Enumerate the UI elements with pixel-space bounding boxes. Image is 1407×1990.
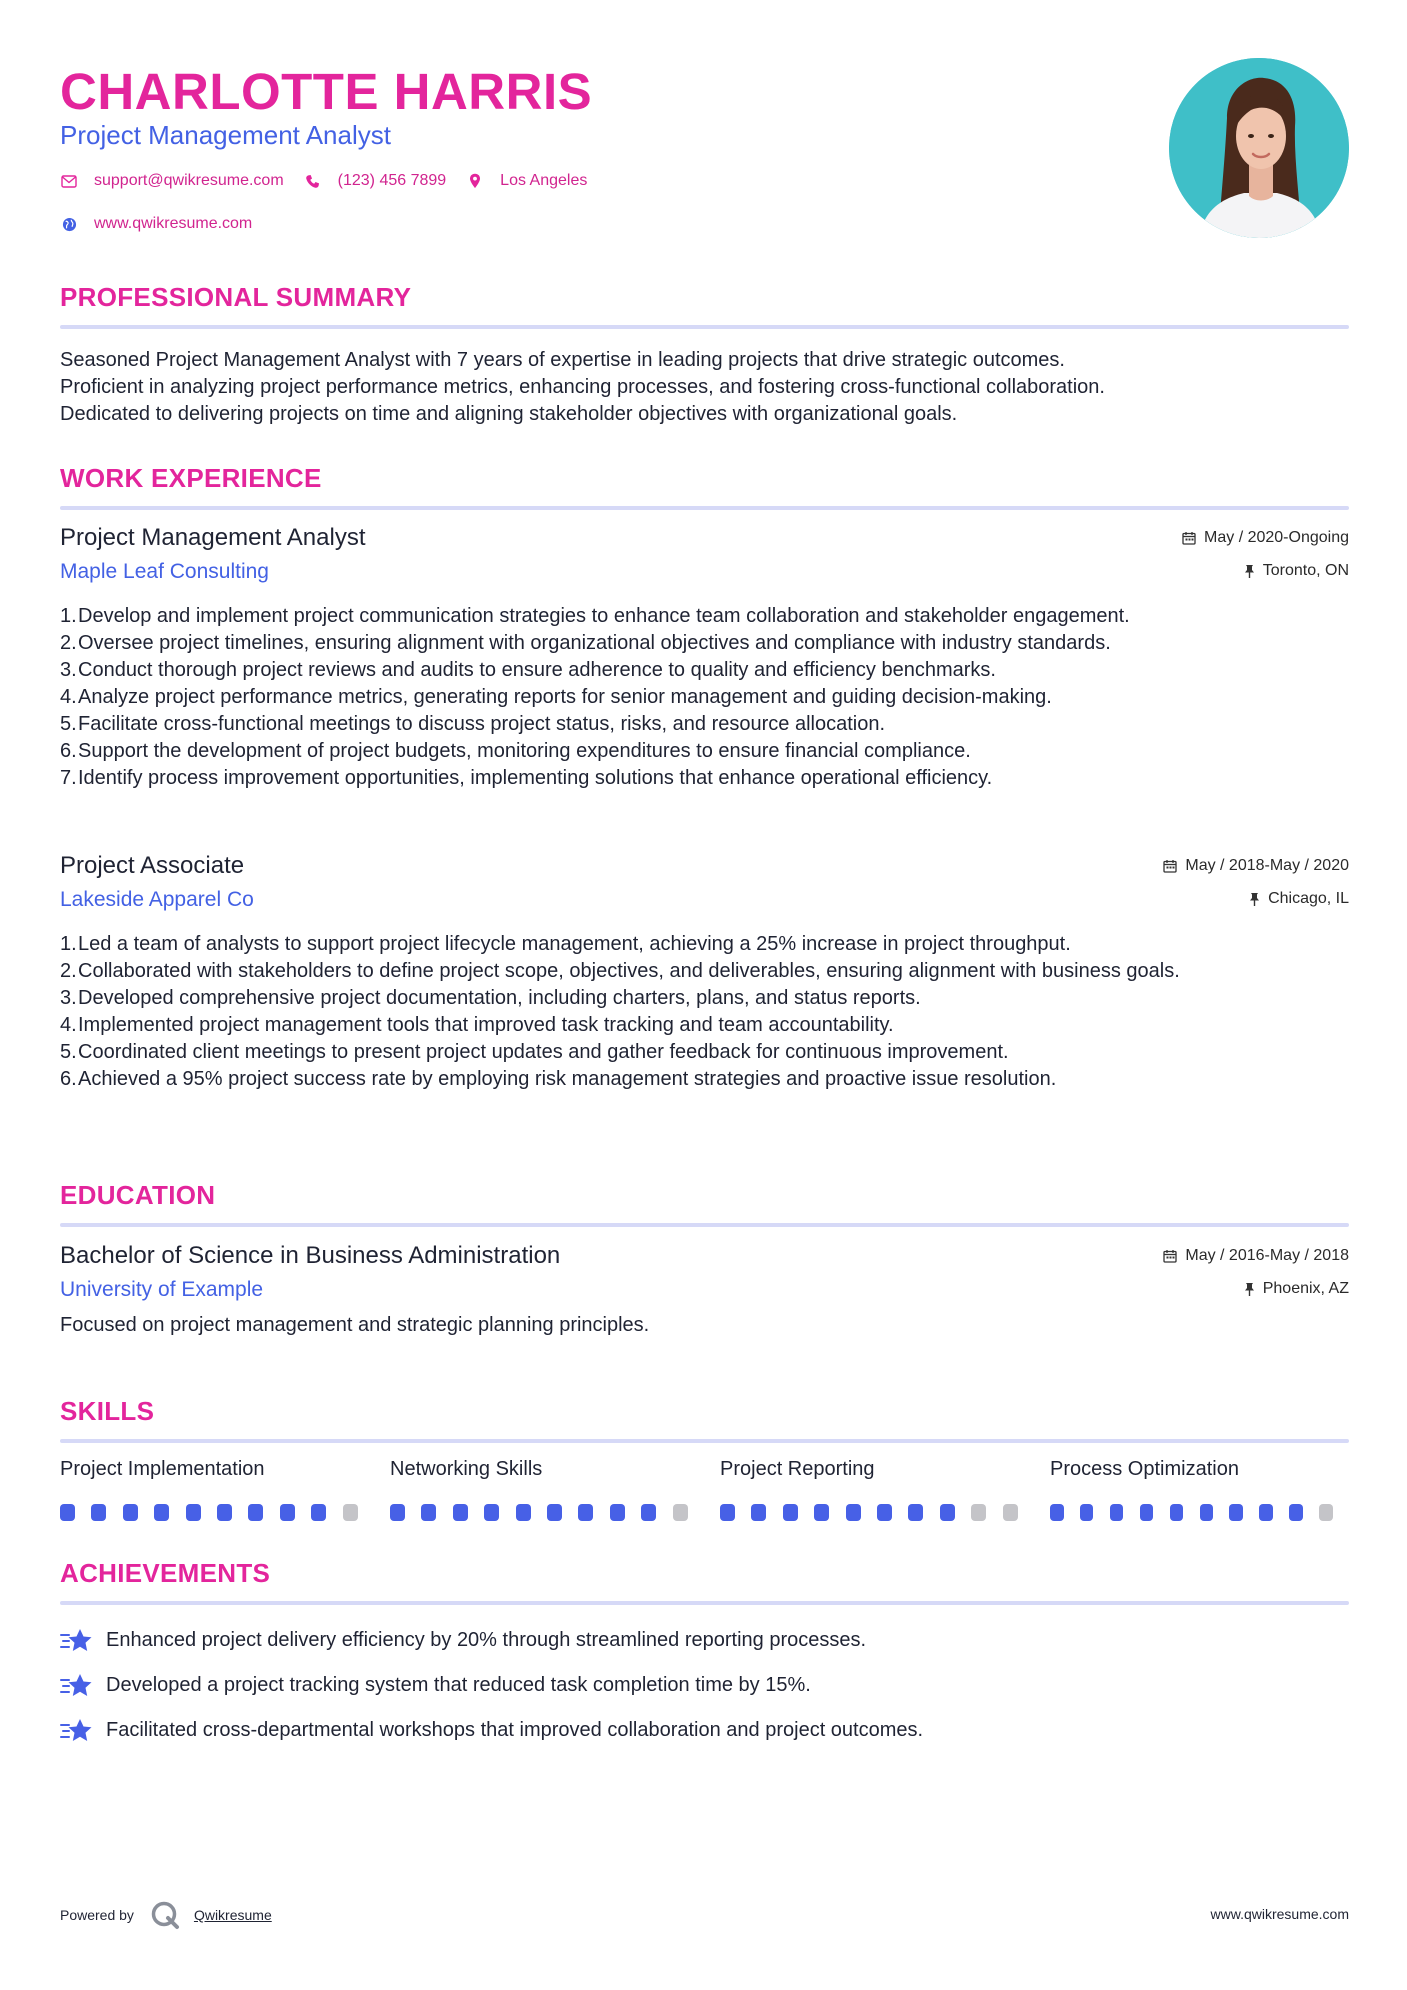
skill-dot-filled	[154, 1504, 169, 1521]
pushpin-icon	[1244, 564, 1255, 579]
phone-text: (123) 456 7899	[337, 172, 447, 189]
achievements-list	[60, 1618, 1349, 1753]
job-company: Maple Leaf Consulting	[60, 560, 269, 583]
experience-section	[60, 463, 1349, 510]
section-divider	[60, 1223, 1349, 1227]
job-date-text: May / 2018-May / 2020	[1185, 857, 1349, 874]
skill-dot-filled	[123, 1504, 138, 1521]
contact-location	[466, 172, 587, 190]
website-text: www.qwikresume.com	[94, 215, 253, 232]
skills-list	[60, 1458, 1349, 1521]
profile-photo	[1169, 58, 1349, 238]
degree-title: Bachelor of Science in Business Administration	[60, 1242, 561, 1269]
section-divider	[60, 1601, 1349, 1605]
section-divider	[60, 506, 1349, 510]
job-location-text: Toronto, ON	[1262, 562, 1349, 579]
skill-dot-filled	[1259, 1504, 1273, 1521]
skill-dot-filled	[783, 1504, 798, 1521]
list-item: 1. Led a team of analysts to support project lifecycle management, achieving a 25% increase in project throughput.	[60, 933, 1071, 955]
job-location-text: Chicago, IL	[1268, 890, 1349, 907]
summary-line: Seasoned Project Management Analyst with 7 years of expertise in leading projects that drive strategic outcomes.	[60, 349, 1065, 371]
skill-dot-filled	[940, 1504, 955, 1521]
skill-dot-filled	[484, 1504, 499, 1521]
education-section	[60, 1180, 1349, 1227]
star-badge-icon	[60, 1627, 94, 1655]
skill-rating	[1050, 1504, 1349, 1521]
summary-line: Dedicated to delivering projects on time and aligning stakeholder objectives with organizational goals.	[60, 403, 958, 425]
education-date	[1163, 1247, 1349, 1265]
skill-dot-filled	[91, 1504, 106, 1521]
qwikresume-logo-icon	[150, 1900, 180, 1930]
education-description: Focused on project management and strategic planning principles.	[60, 1314, 650, 1336]
achievement-text: Developed a project tracking system that reduced task completion time by 15%.	[106, 1674, 811, 1696]
skill-dot-empty	[1003, 1504, 1018, 1521]
list-item: 4. Analyze project performance metrics, generating reports for senior management and guiding decision-making.	[60, 686, 1052, 708]
job-title: Project Management Analyst	[60, 524, 366, 551]
skill-dot-filled	[421, 1504, 436, 1521]
achievement-text: Enhanced project delivery efficiency by 20% through streamlined reporting processes.	[106, 1629, 867, 1651]
job-title: Project Associate	[60, 852, 245, 879]
skill-dot-empty	[971, 1504, 986, 1521]
skill-item	[1050, 1458, 1349, 1521]
skill-dot-filled	[547, 1504, 562, 1521]
summary-text	[60, 347, 1349, 428]
education-heading: EDUCATION	[60, 1180, 216, 1210]
list-item: 6. Support the development of project budgets, monitoring expenditures to ensure financial compliance.	[60, 740, 971, 762]
list-item: 3. Conduct thorough project reviews and audits to ensure adherence to quality and efficiency benchmarks.	[60, 659, 996, 681]
envelope-icon	[60, 172, 78, 190]
skill-dot-filled	[453, 1504, 468, 1521]
email-text: support@qwikresume.com	[94, 172, 284, 189]
skill-dot-filled	[720, 1504, 735, 1521]
job-date	[1163, 857, 1349, 875]
skill-name: Project Reporting	[720, 1458, 875, 1480]
skill-rating	[720, 1504, 1050, 1521]
skill-dot-filled	[1110, 1504, 1124, 1521]
skill-name: Project Implementation	[60, 1458, 265, 1480]
job-company: Lakeside Apparel Co	[60, 888, 254, 911]
qwikresume-link[interactable]: Qwikresume	[193, 1907, 272, 1923]
list-item: 6. Achieved a 95% project success rate by employing risk management strategies and proactive issue resolution.	[60, 1068, 1057, 1090]
resume-page	[60, 0, 1349, 1990]
phone-icon	[304, 172, 322, 190]
summary-section	[60, 282, 1349, 428]
star-badge-icon	[60, 1672, 94, 1700]
skill-item	[720, 1458, 1050, 1521]
job-date-text: May / 2020-Ongoing	[1204, 529, 1349, 546]
section-divider	[60, 1439, 1349, 1443]
contact-row	[60, 172, 607, 190]
job-bullet-list	[60, 603, 1349, 792]
skill-dot-filled	[1080, 1504, 1094, 1521]
contact-email[interactable]	[60, 172, 284, 190]
job-date	[1182, 529, 1349, 547]
skill-name: Networking Skills	[390, 1458, 543, 1480]
skills-section	[60, 1396, 1349, 1443]
skill-dot-filled	[908, 1504, 923, 1521]
list-item: 7. Identify process improvement opportunities, implementing solutions that enhance operational efficiency.	[60, 767, 993, 789]
website-row	[60, 215, 272, 233]
skill-dot-filled	[186, 1504, 201, 1521]
calendar-icon	[1182, 531, 1196, 545]
skill-dot-filled	[751, 1504, 766, 1521]
candidate-name: CHARLOTTE HARRIS	[60, 63, 593, 120]
achievement-item	[60, 1663, 1349, 1708]
skill-dot-filled	[877, 1504, 892, 1521]
experience-heading: WORK EXPERIENCE	[60, 463, 322, 493]
skill-item	[60, 1458, 390, 1521]
pushpin-icon	[1244, 1282, 1255, 1297]
calendar-icon	[1163, 859, 1177, 873]
school-name: University of Example	[60, 1278, 264, 1301]
job-location	[1244, 562, 1349, 580]
summary-line: Proficient in analyzing project performance metrics, enhancing processes, and fostering cross-functional collaboration.	[60, 376, 1105, 398]
skill-dot-filled	[1050, 1504, 1064, 1521]
achievement-text: Facilitated cross-departmental workshops that improved collaboration and project outcomes.	[106, 1719, 924, 1741]
job-location	[1249, 890, 1349, 908]
skill-rating	[60, 1504, 390, 1521]
list-item: 5. Coordinated client meetings to present project updates and gather feedback for continuous improvement.	[60, 1041, 1009, 1063]
skill-dot-filled	[280, 1504, 295, 1521]
skill-dot-filled	[1140, 1504, 1154, 1521]
education-date-text: May / 2016-May / 2018	[1185, 1247, 1349, 1264]
skill-dot-filled	[516, 1504, 531, 1521]
education-location	[1244, 1280, 1349, 1298]
list-item: 5. Facilitate cross-functional meetings to discuss project status, risks, and resource allocation.	[60, 713, 886, 735]
achievements-section	[60, 1558, 1349, 1605]
footer-website[interactable]: www.qwikresume.com	[1210, 1906, 1349, 1922]
skill-dot-empty	[1319, 1504, 1333, 1521]
skill-dot-filled	[217, 1504, 232, 1521]
skill-dot-filled	[1229, 1504, 1243, 1521]
achievement-item	[60, 1708, 1349, 1753]
contact-website[interactable]	[60, 215, 252, 233]
job-bullet-list	[60, 931, 1349, 1093]
achievement-item	[60, 1618, 1349, 1663]
skill-dot-filled	[610, 1504, 625, 1521]
powered-by-label: Powered by	[60, 1907, 134, 1923]
summary-heading: PROFESSIONAL SUMMARY	[60, 282, 412, 312]
list-item: 1. Develop and implement project communication strategies to enhance team collaboration and stakeholder engagement.	[60, 605, 1130, 627]
section-divider	[60, 325, 1349, 329]
list-item: 3. Developed comprehensive project documentation, including charters, plans, and status reports.	[60, 987, 921, 1009]
achievements-heading: ACHIEVEMENTS	[60, 1558, 271, 1588]
list-item: 4. Implemented project management tools that improved task tracking and team accountability.	[60, 1014, 894, 1036]
map-pin-icon	[466, 172, 484, 190]
calendar-icon	[1163, 1249, 1177, 1263]
candidate-title: Project Management Analyst	[60, 120, 391, 150]
star-badge-icon	[60, 1717, 94, 1745]
skill-item	[390, 1458, 720, 1521]
contact-phone[interactable]	[304, 172, 447, 190]
skill-dot-filled	[390, 1504, 405, 1521]
skill-dot-filled	[641, 1504, 656, 1521]
skill-dot-filled	[846, 1504, 861, 1521]
globe-icon	[60, 215, 78, 233]
skill-dot-filled	[248, 1504, 263, 1521]
list-item: 2. Oversee project timelines, ensuring alignment with organizational objectives and compliance with industry standards.	[60, 632, 1111, 654]
location-text: Los Angeles	[500, 172, 588, 189]
skill-dot-filled	[1289, 1504, 1303, 1521]
skill-dot-filled	[1170, 1504, 1184, 1521]
footer-powered-by	[60, 1900, 272, 1930]
skill-dot-filled	[60, 1504, 75, 1521]
pushpin-icon	[1249, 892, 1260, 907]
skill-rating	[390, 1504, 720, 1521]
skills-heading: SKILLS	[60, 1396, 155, 1426]
skill-dot-filled	[311, 1504, 326, 1521]
skill-dot-empty	[343, 1504, 358, 1521]
list-item: 2. Collaborated with stakeholders to define project scope, objectives, and deliverables, ensuring alignment with business goals.	[60, 960, 1180, 982]
skill-dot-filled	[578, 1504, 593, 1521]
education-location-text: Phoenix, AZ	[1262, 1280, 1349, 1297]
skill-dot-filled	[814, 1504, 829, 1521]
skill-name: Process Optimization	[1050, 1458, 1239, 1480]
skill-dot-empty	[673, 1504, 688, 1521]
skill-dot-filled	[1200, 1504, 1214, 1521]
